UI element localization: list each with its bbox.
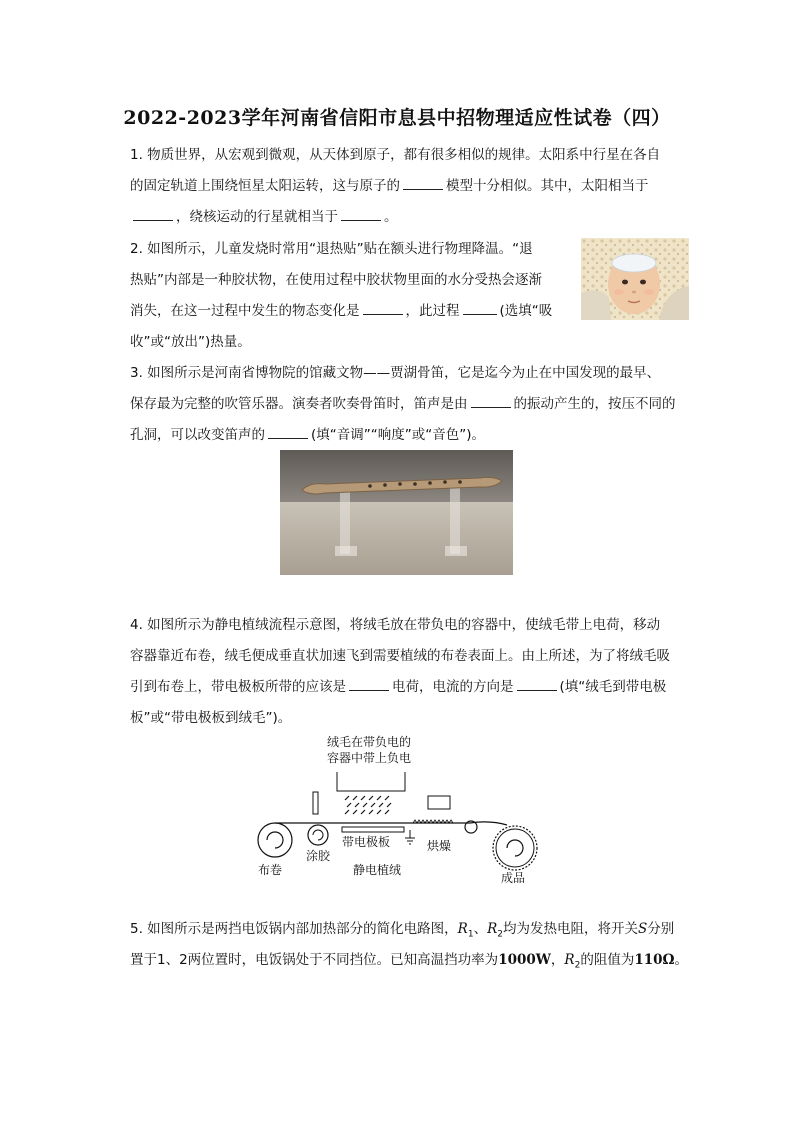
q1-line-2b: 模型十分相似。其中，太阳相当于: [446, 178, 649, 194]
q5-line-1: [130, 920, 674, 944]
resistance-value: 110Ω: [634, 952, 675, 968]
glue-nozzle: [313, 792, 318, 814]
q3-line-2: [130, 395, 676, 413]
label-charged-plate: 带电极板: [342, 835, 391, 849]
q1-line-1: 1. 物质世界，从宏观到微观，从天体到原子，都有很多相似的规律。太阳系中行星在各自: [130, 147, 661, 163]
symbol-r1: R: [457, 921, 468, 937]
symbol-s: S: [637, 921, 648, 937]
q2-line-3a: 消失，在这一过程中发生的物态变化是: [130, 303, 360, 319]
q2-line-1: 2. 如图所示，儿童发烧时常用“退热贴”贴在额头进行物理降温。“退: [130, 241, 533, 257]
q3-line-3: [130, 426, 485, 444]
q2-line-2: 热贴”内部是一种胶状物，在使用过程中胶状物里面的水分受热会逐渐: [130, 272, 542, 288]
q3-line-1: 3. 如图所示是河南省博物院的馆藏文物——贾湖骨笛，它是迄今为止在中国发现的最早、: [130, 365, 661, 381]
q5-line-2d: 。: [674, 952, 689, 968]
q4-line-1: 4. 如图所示为静电植绒流程示意图，将绒毛放在带负电的容器中，使绒毛带上电荷，移动: [130, 617, 661, 633]
label-drying: 烘燥: [427, 839, 452, 853]
answer-blank: [517, 678, 557, 691]
flocking-fibers: [345, 796, 391, 814]
answer-blank: [349, 678, 389, 691]
symbol-r2-sub: 2: [497, 929, 503, 940]
q3-line-2b: 的振动产生的，按压不同的: [513, 396, 676, 412]
answer-blank: [341, 208, 381, 221]
q1-line-3b: 。: [384, 209, 398, 225]
glue-roller: [308, 825, 328, 845]
q3-line-3a: 孔洞，可以改变笛声的: [130, 427, 265, 443]
q5-line-2: [130, 951, 688, 975]
baby-fever-patch-photo: [581, 238, 689, 320]
answer-blank: [471, 395, 511, 408]
charged-plate: [342, 827, 404, 832]
q5-line-2a: 置于1、2两位置时，电饭锅处于不同挡位。已知高温挡功率为: [130, 952, 499, 968]
baby-photo-image: [581, 238, 689, 320]
q4-line-3b: 电荷，电流的方向是: [392, 679, 514, 695]
bone-flute-image: [280, 450, 513, 575]
symbol-r1-sub: 1: [467, 929, 474, 940]
q2-line-3b: ，此过程: [405, 303, 460, 319]
product-roll: [493, 826, 537, 870]
answer-blank: [363, 302, 403, 315]
q4-line-4: 板”或“带电极板到绒毛”)。: [130, 710, 292, 726]
label-glue: 涂胶: [306, 849, 331, 863]
q1-line-3: [130, 208, 398, 226]
symbol-r2-b-sub: 2: [574, 960, 581, 971]
q5-line-2c: 的阻值为: [580, 952, 635, 968]
q5-line-2b: ，: [550, 952, 565, 968]
answer-blank: [403, 177, 443, 190]
q5-line-1c: 分别: [647, 921, 675, 937]
dryer-box: [428, 796, 450, 809]
label-container-line1: 绒毛在带负电的: [326, 735, 412, 749]
q1-line-2: [130, 177, 649, 195]
page-title: 2022-2023学年河南省信阳市息县中招物理适应性试卷（四）: [123, 107, 671, 129]
label-finished-product: 成品: [501, 871, 526, 885]
q5-line-1b: 均为发热电阻，将开关: [502, 921, 638, 937]
ground-symbol: [405, 830, 415, 844]
q4-line-3: [130, 678, 666, 696]
answer-blank: [133, 208, 173, 221]
q3-line-3b: (填“音调”“响度”或“音色”)。: [311, 427, 485, 443]
label-fabric-roll: 布卷: [258, 863, 283, 877]
label-container-line2: 容器中带上负电: [326, 751, 412, 765]
container-bracket: [337, 772, 405, 791]
fabric-roll-core: [267, 832, 283, 848]
q4-line-3a: 引到布卷上，带电极板所带的应该是: [130, 679, 346, 695]
q1-line-2a: 的固定轨道上围绕恒星太阳运转，这与原子的: [130, 178, 400, 194]
q5-sep: 、: [473, 921, 488, 937]
bone-flute-photo: [280, 450, 513, 575]
answer-blank: [268, 426, 308, 439]
q2-line-3: [130, 302, 552, 320]
symbol-r2: R: [487, 921, 498, 937]
q2-line-4: 收”或“放出”)热量。: [130, 334, 251, 350]
power-value: 1000W: [498, 952, 551, 968]
answer-blank: [463, 302, 497, 315]
q4-line-3c: (填“绒毛到带电极: [559, 679, 667, 695]
q5-line-1a: 5. 如图所示是两挡电饭锅内部加热部分的简化电路图，: [130, 921, 458, 937]
q1-line-3a: ，绕核运动的行星就相当于: [176, 209, 338, 225]
q3-line-2a: 保存最为完整的吹管乐器。演奏者吹奏骨笛时，笛声是由: [130, 396, 468, 412]
symbol-r2-b: R: [564, 952, 575, 968]
label-electrostatic-flocking: 静电植绒: [353, 863, 402, 877]
q2-line-3c: (选填“吸: [499, 303, 553, 319]
flocking-process-diagram: [245, 730, 555, 885]
q4-line-2: 容器靠近布卷，绒毛便成垂直状加速飞到需要植绒的布卷表面上。由上所述，为了将绒毛吸: [130, 648, 670, 664]
fabric-roll: [258, 823, 292, 857]
